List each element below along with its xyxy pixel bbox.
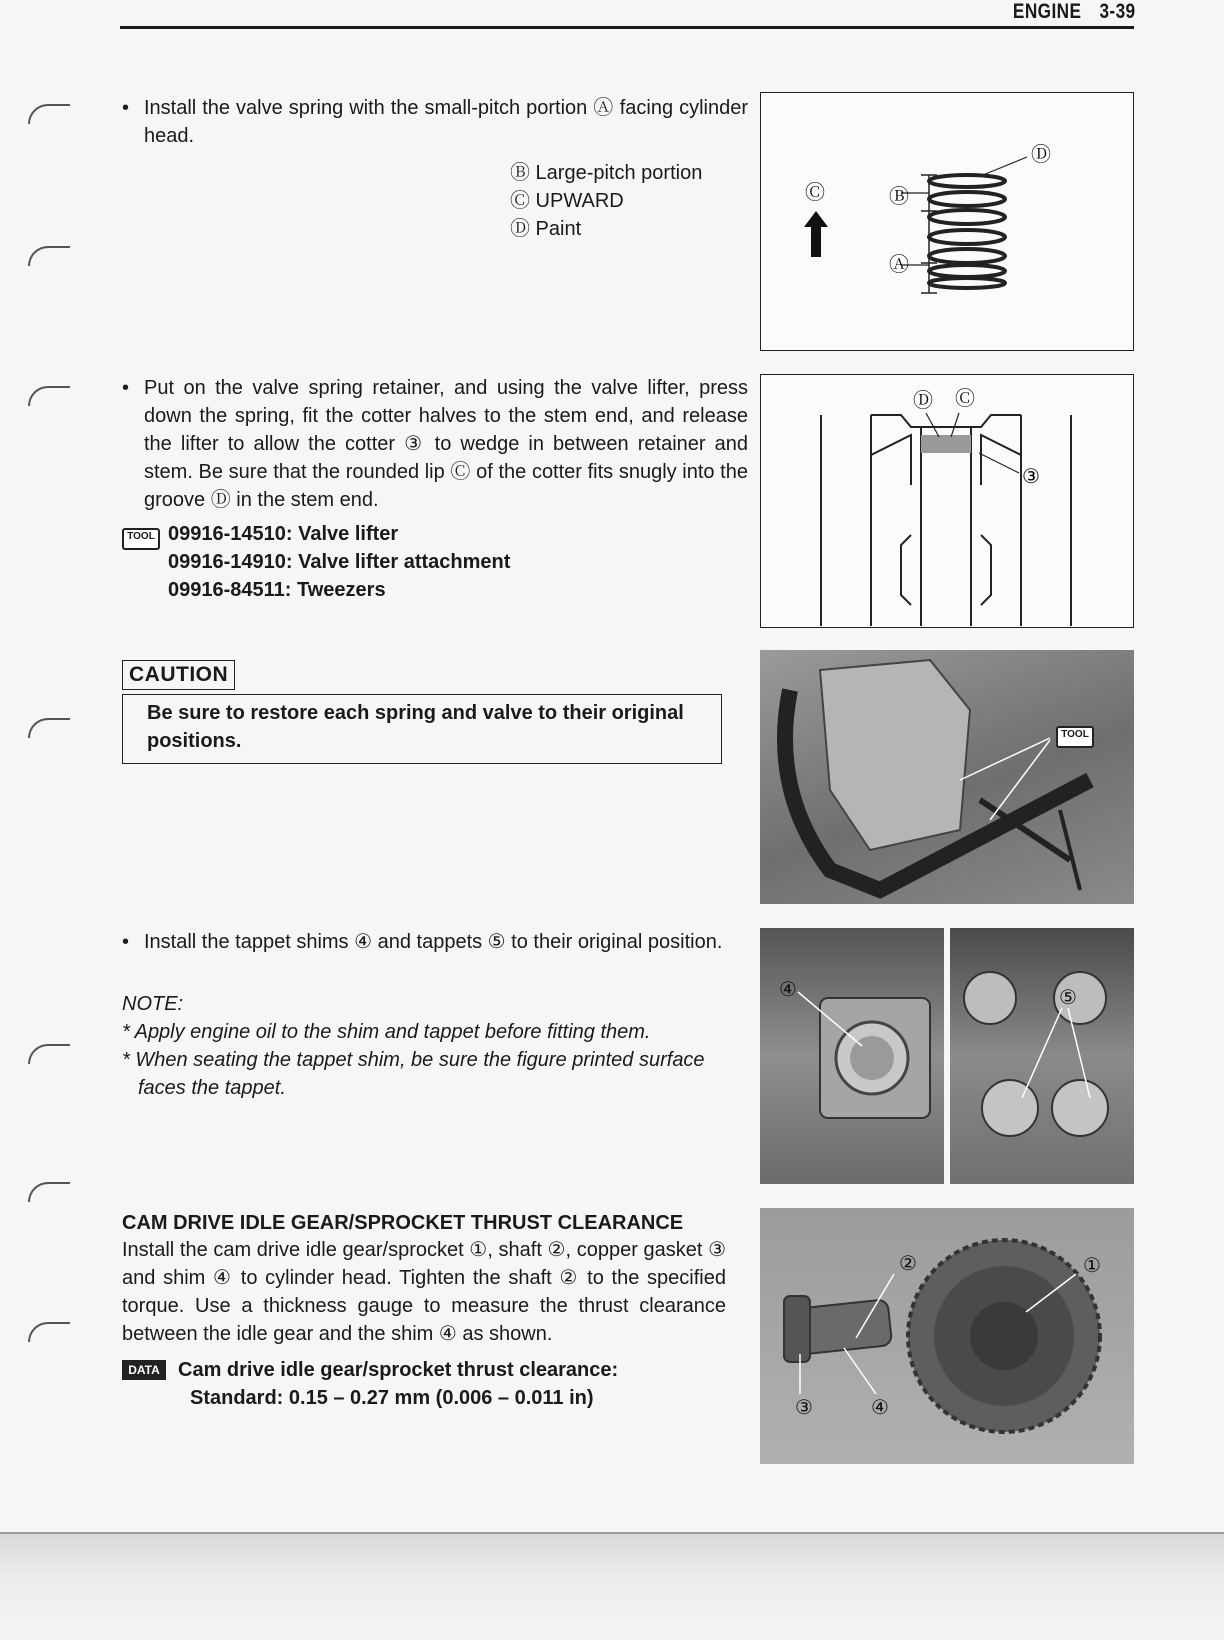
- caution-label: CAUTION: [122, 660, 235, 690]
- tool-icon: TOOL: [1056, 726, 1094, 748]
- tool-valve-lifter: 09916-14510: Valve lifter: [168, 523, 399, 545]
- idle-gear-photo: [760, 1208, 1134, 1464]
- cam-instruction: Install the cam drive idle gear/sprocket ①, shaft ②, copper gasket ③ and shim ④ to cylinder head. Tighten the shaft ② to the specified torque. Use a thickness gauge to measure the thrust clearance between the idle gear and the shim ④ as shown.: [122, 1239, 726, 1345]
- tool-list: [168, 520, 510, 604]
- header-page-number: 3-39: [1099, 0, 1136, 23]
- tappet-photo: [950, 928, 1134, 1184]
- spec-value: Standard: 0.15 – 0.27 mm (0.006 – 0.011 in): [190, 1387, 594, 1409]
- scan-bottom-edge: [0, 1534, 1224, 1640]
- data-icon: DATA: [122, 1360, 166, 1380]
- fig-label-3: ③: [795, 1397, 813, 1419]
- fig-label-4: ④: [779, 979, 797, 1001]
- binding-mark: [28, 246, 70, 266]
- tool-lifter-attachment: 09916-14910: Valve lifter attachment: [168, 551, 511, 573]
- binding-mark: [28, 1322, 70, 1342]
- fig-label-a: Ⓐ: [889, 254, 909, 276]
- legend-upward: Ⓒ UPWARD: [510, 190, 624, 212]
- binding-mark: [28, 718, 70, 738]
- tappet-shim-photo: [760, 928, 944, 1184]
- binding-mark: [28, 386, 70, 406]
- fig-label-d: Ⓓ: [913, 390, 933, 412]
- cotter-diagram: [760, 374, 1134, 628]
- caution-box: [122, 694, 722, 764]
- binding-mark: [28, 1044, 70, 1064]
- spring-legend: [510, 159, 702, 243]
- spring-instruction: • Install the valve spring with the small-pitch portion Ⓐ facing cylinder head.: [122, 94, 748, 150]
- binding-mark: [28, 1182, 70, 1202]
- header-rule: [120, 26, 1134, 29]
- legend-large-pitch: Ⓑ Large-pitch portion: [510, 162, 703, 184]
- caution-text: Be sure to restore each spring and valve to their original positions.: [147, 702, 684, 752]
- header-section: ENGINE: [1013, 0, 1082, 23]
- fig-label-c: Ⓒ: [805, 182, 825, 204]
- legend-paint: Ⓓ Paint: [510, 218, 582, 240]
- note-label: NOTE:: [122, 993, 184, 1015]
- tappet-instruction: • Install the tappet shims ④ and tappets ⑤ to their original position.: [122, 928, 748, 956]
- fig-label-4: ④: [871, 1397, 889, 1419]
- spec-title: Cam drive idle gear/sprocket thrust clearance:: [178, 1359, 619, 1381]
- valve-lifter-photo: [760, 650, 1134, 904]
- fig-label-5: ⑤: [1059, 987, 1077, 1009]
- fig-label-d: Ⓓ: [1031, 144, 1051, 166]
- page-bottom-line: [0, 1532, 1224, 1534]
- tool-icon: TOOL: [122, 528, 160, 550]
- valve-spring-diagram: [760, 92, 1134, 351]
- fig-label-b: Ⓑ: [889, 186, 909, 208]
- section-heading: CAM DRIVE IDLE GEAR/SPROCKET THRUST CLEARANCE: [122, 1212, 684, 1234]
- note-item: * Apply engine oil to the shim and tappet before fitting them.: [122, 1021, 651, 1043]
- fig-label-3: ③: [1022, 466, 1040, 488]
- page-header: [995, 0, 1136, 24]
- tool-tweezers: 09916-84511: Tweezers: [168, 579, 386, 601]
- retainer-instruction: • Put on the valve spring retainer, and using the valve lifter, press down the spring, fit the cotter halves to the stem end, and release the lifter to allow the cotter ③ to wedge in between retainer and stem. Be sure that the rounded lip Ⓒ of the cotter fits snugly into the groove Ⓓ in the stem end.: [122, 374, 748, 514]
- note-item: * When seating the tappet shim, be sure the figure printed surface faces the tappet.: [122, 1049, 705, 1099]
- fig-label-c: Ⓒ: [955, 388, 975, 410]
- fig-label-1: ①: [1083, 1255, 1101, 1277]
- fig-label-2: ②: [899, 1253, 917, 1275]
- binding-mark: [28, 104, 70, 124]
